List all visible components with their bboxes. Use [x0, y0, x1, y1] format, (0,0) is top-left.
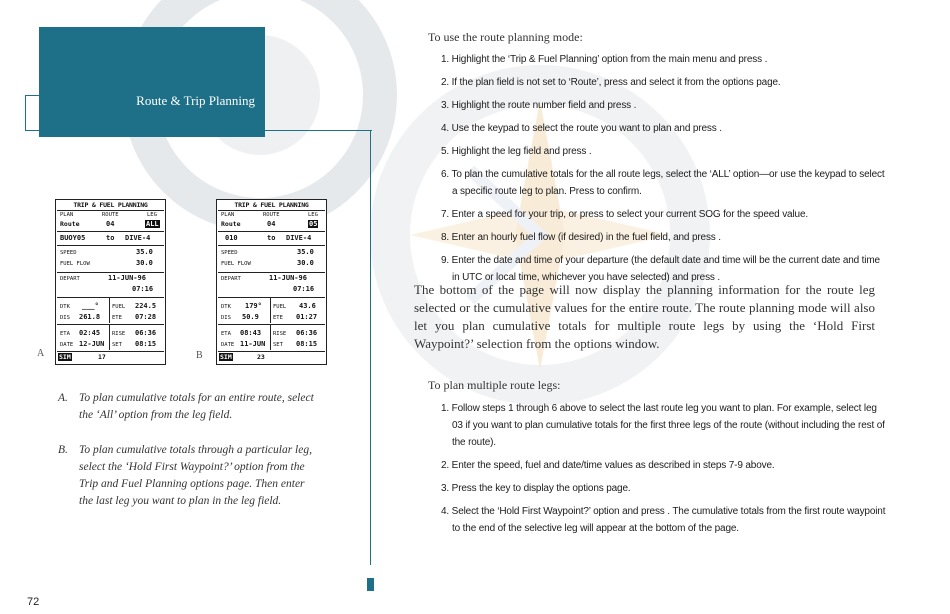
from-waypoint: BUOY05 — [60, 234, 86, 242]
sim-value: 17 — [98, 353, 106, 361]
depart-label: DEPART — [221, 276, 241, 282]
eta-value: 08:43 — [240, 329, 262, 337]
dtk-value: 179° — [245, 302, 262, 310]
plan-label: PLAN — [60, 212, 74, 218]
eta-label: ETA — [221, 331, 231, 337]
route-label: ROUTE — [263, 212, 280, 218]
rise-label: RISE — [273, 331, 287, 337]
set-value: 08:15 — [296, 340, 318, 348]
plan-value: Route — [221, 220, 241, 228]
screen-title: TRIP & FUEL PLANNING — [234, 201, 309, 209]
date-value: 12-JUN — [79, 340, 105, 348]
header-rule-left — [25, 95, 39, 96]
fuel-flow-label: FUEL FLOW — [221, 261, 251, 267]
body-paragraph: The bottom of the page will now display the planning information for the route leg selected or the cumulative values for the entire route. The route planning mode will also let you plan cumulative totals for multiple route legs by using the ‘Hold First Waypoint?’ selection from the options window. — [414, 282, 875, 351]
caption-a — [58, 390, 318, 424]
speed-value: 35.0 — [136, 248, 153, 256]
depart-label: DEPART — [60, 276, 80, 282]
speed-label: SPEED — [60, 250, 77, 256]
leg-label: LEG — [308, 212, 318, 218]
route-value: 04 — [106, 220, 115, 228]
rise-value: 06:36 — [296, 329, 318, 337]
fuel-value: 224.5 — [135, 302, 157, 310]
caption-a-text: To plan cumulative totals for an entire route, select the ‘All’ option from the leg field. — [79, 392, 314, 421]
leg-label: LEG — [147, 212, 157, 218]
depart-time: 07:16 — [132, 285, 154, 293]
dis-value: 261.8 — [79, 313, 101, 321]
multi-step-2: 2. Enter the speed, fuel and date/time values as described in steps 7-9 above. — [441, 460, 775, 471]
route-step-9: 9. Enter the date and time of your departure (the default date and time will be the current date and time in UTC or local time, whichever you have selected) and press . — [441, 255, 880, 283]
route-mode-steps — [441, 51, 886, 286]
route-step-1: 1. Highlight the ‘Trip & Fuel Planning’ option from the main menu and press . — [441, 54, 768, 65]
set-label: SET — [112, 342, 122, 348]
depart-date: 11-JUN-96 — [108, 274, 146, 282]
fuel-value: 43.6 — [299, 302, 316, 310]
from-waypoint: 010 — [225, 234, 238, 242]
ete-label: ETE — [273, 315, 283, 321]
multi-step-1: 1. Follow steps 1 through 6 above to select the last route leg you want to plan. For example, select leg 03 if you want to plan cumulative totals for the first three legs of the route (without including the rest of the route). — [441, 403, 885, 448]
dtk-label: DTK — [60, 304, 70, 310]
depart-date: 11-JUN-96 — [269, 274, 307, 282]
figure-a-letter: A — [37, 348, 45, 359]
figure-b-letter: B — [196, 350, 203, 361]
route-mode-heading: To use the route planning mode: — [428, 30, 583, 44]
dtk-label: DTK — [221, 304, 231, 310]
speed-value: 35.0 — [297, 248, 314, 256]
gps-screen-b — [216, 199, 327, 365]
to-word: to — [267, 234, 276, 242]
ete-value: 07:28 — [135, 313, 157, 321]
header-rule-left-vertical — [25, 95, 26, 131]
rise-label: RISE — [112, 331, 126, 337]
fuel-label: FUEL — [273, 304, 287, 310]
leg-value: ALL — [146, 220, 159, 228]
route-step-5: 5. Highlight the leg field and press . — [441, 146, 592, 157]
route-step-8: 8. Enter an hourly fuel flow (if desired) in the fuel field, and press . — [441, 232, 721, 243]
sim-label: SIM — [59, 353, 71, 361]
eta-value: 02:45 — [79, 329, 101, 337]
section-title: Route & Trip Planning — [136, 93, 255, 108]
section-header-box — [39, 27, 265, 137]
dis-label: DIS — [60, 315, 70, 321]
caption-a-label: A. — [58, 392, 68, 404]
dest-waypoint: DIVE-4 — [125, 234, 151, 242]
sim-label: SIM — [220, 353, 232, 361]
dest-waypoint: DIVE-4 — [286, 234, 312, 242]
caption-b-text: To plan cumulative totals through a particular leg, select the ‘Hold First Waypoint?’ option from the Trip and Fuel Planning options page. Then enter the last leg you want to plan in the leg field. — [79, 444, 312, 507]
dtk-value: ___° — [82, 302, 99, 310]
page-number: 72 — [27, 596, 40, 608]
eta-label: ETA — [60, 331, 70, 337]
route-step-2: 2. If the plan field is not set to ‘Route’, press and select it from the options page. — [441, 77, 781, 88]
multi-legs-heading: To plan multiple route legs: — [428, 378, 561, 392]
route-step-3: 3. Highlight the route number field and press . — [441, 100, 637, 111]
header-rule-bottom — [25, 130, 39, 131]
page-marker — [367, 578, 374, 591]
dis-label: DIS — [221, 315, 231, 321]
fuel-flow-value: 30.0 — [297, 259, 314, 267]
route-step-4: 4. Use the keypad to select the route you want to plan and press . — [441, 123, 722, 134]
set-label: SET — [273, 342, 283, 348]
route-step-6: 6. To plan the cumulative totals for the all route legs, select the ‘ALL’ option—or use the keypad to select a specific route leg to plan. Press to confirm. — [441, 169, 885, 197]
header-rule-right — [265, 130, 372, 131]
screen-title: TRIP & FUEL PLANNING — [73, 201, 148, 209]
route-value: 04 — [267, 220, 276, 228]
date-label: DATE — [60, 342, 74, 348]
fuel-label: FUEL — [112, 304, 126, 310]
to-word: to — [106, 234, 115, 242]
date-label: DATE — [221, 342, 235, 348]
caption-b-label: B. — [58, 444, 68, 456]
rise-value: 06:36 — [135, 329, 157, 337]
plan-value: Route — [60, 220, 80, 228]
leg-value: 05 — [309, 220, 318, 228]
fuel-flow-value: 30.0 — [136, 259, 153, 267]
multi-step-4: 4. Select the ‘Hold First Waypoint?’ option and press . The cumulative totals from the first route waypoint to the end of the selective leg will appear at the bottom of the page. — [441, 506, 886, 534]
multi-step-3: 3. Press the key to display the options page. — [441, 483, 631, 494]
route-label: ROUTE — [102, 212, 119, 218]
gps-screen-a — [55, 199, 166, 365]
sim-value: 23 — [257, 353, 265, 361]
multi-legs-steps — [441, 400, 886, 537]
speed-label: SPEED — [221, 250, 238, 256]
fuel-flow-label: FUEL FLOW — [60, 261, 90, 267]
set-value: 08:15 — [135, 340, 157, 348]
ete-value: 01:27 — [296, 313, 318, 321]
depart-time: 07:16 — [293, 285, 315, 293]
dis-value: 50.9 — [242, 313, 259, 321]
route-step-7: 7. Enter a speed for your trip, or press to select your current SOG for the speed value. — [441, 209, 808, 220]
ete-label: ETE — [112, 315, 122, 321]
plan-label: PLAN — [221, 212, 235, 218]
column-divider — [370, 130, 371, 565]
date-value: 11-JUN — [240, 340, 266, 348]
caption-b — [58, 442, 318, 510]
